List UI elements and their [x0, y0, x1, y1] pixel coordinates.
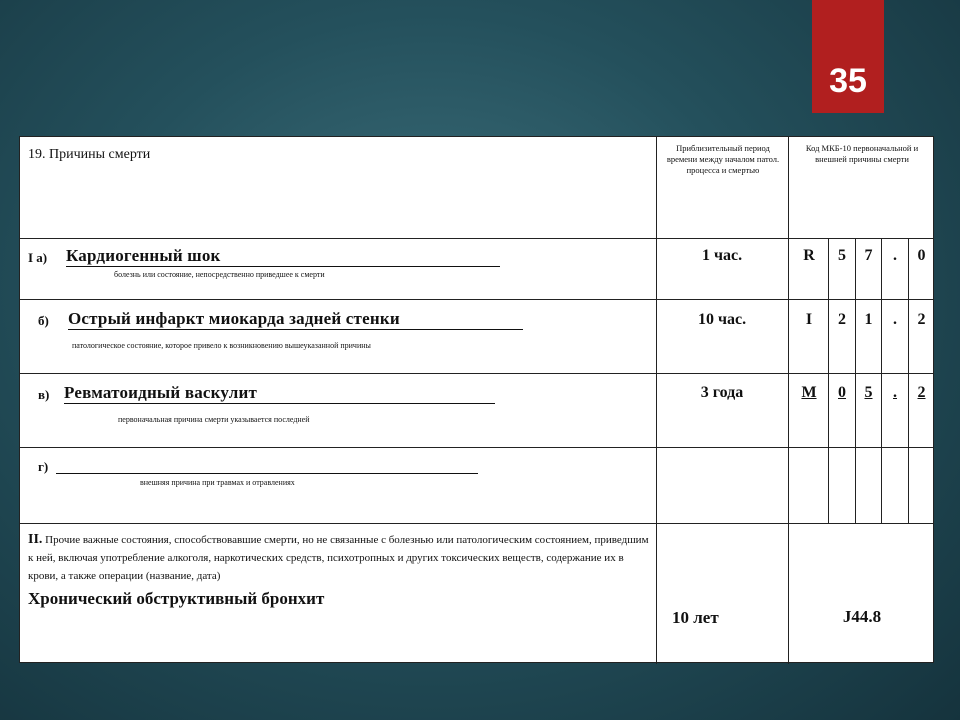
row-a-label: I а) — [28, 250, 48, 265]
page-number-badge — [812, 0, 884, 113]
row-c-code-1: M — [801, 384, 817, 401]
section-ii-period: 10 лет — [672, 608, 719, 627]
row-b-period: 10 час. — [697, 311, 747, 328]
row-b-code-2: 2 — [838, 311, 846, 328]
section-ii-description — [28, 531, 650, 585]
row-c-code-3: 5 — [864, 384, 873, 401]
row-c-code-5: 2 — [917, 384, 926, 401]
row-b-code-4: . — [893, 311, 897, 328]
row-d-blank-line — [56, 473, 478, 474]
row-a-code-3: 7 — [864, 247, 873, 264]
row-a-code-2: 5 — [838, 247, 846, 264]
section-ii-label: II. — [28, 532, 43, 547]
row-b-code-1: I — [805, 311, 813, 328]
row-d-caption: внешняя причина при травмах и отравлениях — [140, 478, 295, 487]
row-c-diagnosis: Ревматоидный васкулит — [64, 383, 495, 404]
row-a-caption: болезнь или состояние, непосредственно приведшее к смерти — [114, 270, 325, 279]
page-number: 35 — [829, 62, 867, 100]
row-a-code-1: R — [803, 247, 815, 264]
section-ii-diagnosis: Хронический обструктивный бронхит — [28, 589, 325, 608]
row-a-diagnosis: Кардиогенный шок — [66, 246, 500, 267]
section-title: 19. Причины смерти — [28, 147, 151, 162]
row-b-diagnosis: Острый инфаркт миокарда задней стенки — [68, 309, 523, 330]
row-a-code-4: . — [893, 247, 897, 264]
row-b-code-3: 1 — [864, 311, 873, 328]
row-d-label: г) — [38, 459, 49, 474]
row-b-caption: патологическое состояние, которое привело к возникновению вышеуказанной причины — [72, 341, 371, 350]
row-c-code-2: 0 — [838, 384, 846, 401]
section-ii-code: J44.8 — [842, 607, 882, 626]
period-header: Приблизительный период времени между началом патол. процесса и смертью — [666, 143, 780, 175]
row-b-code-5: 2 — [917, 311, 926, 328]
row-c-label: в) — [38, 387, 50, 402]
row-b-label: б) — [38, 313, 49, 328]
row-c-code-4: . — [893, 384, 897, 401]
section-ii-text: Прочие важные состояния, способствовавшие смерти, но не связанные с болезнью или патологическим состоянием, приведшим к ней, включая употребление алкоголя, наркотических средств, психотропных и других токсических веществ, содержание их в крови, а также операции (название, дата) — [28, 534, 649, 582]
icd-code-header: Код МКБ-10 первоначальной и внешней причины смерти — [805, 143, 919, 164]
death-certificate-form — [19, 136, 934, 663]
row-c-period: 3 года — [700, 384, 744, 401]
row-a-period: 1 час. — [701, 247, 743, 264]
row-c-caption: первоначальная причина смерти указывается последней — [118, 415, 310, 424]
row-a-code-5: 0 — [917, 247, 926, 264]
